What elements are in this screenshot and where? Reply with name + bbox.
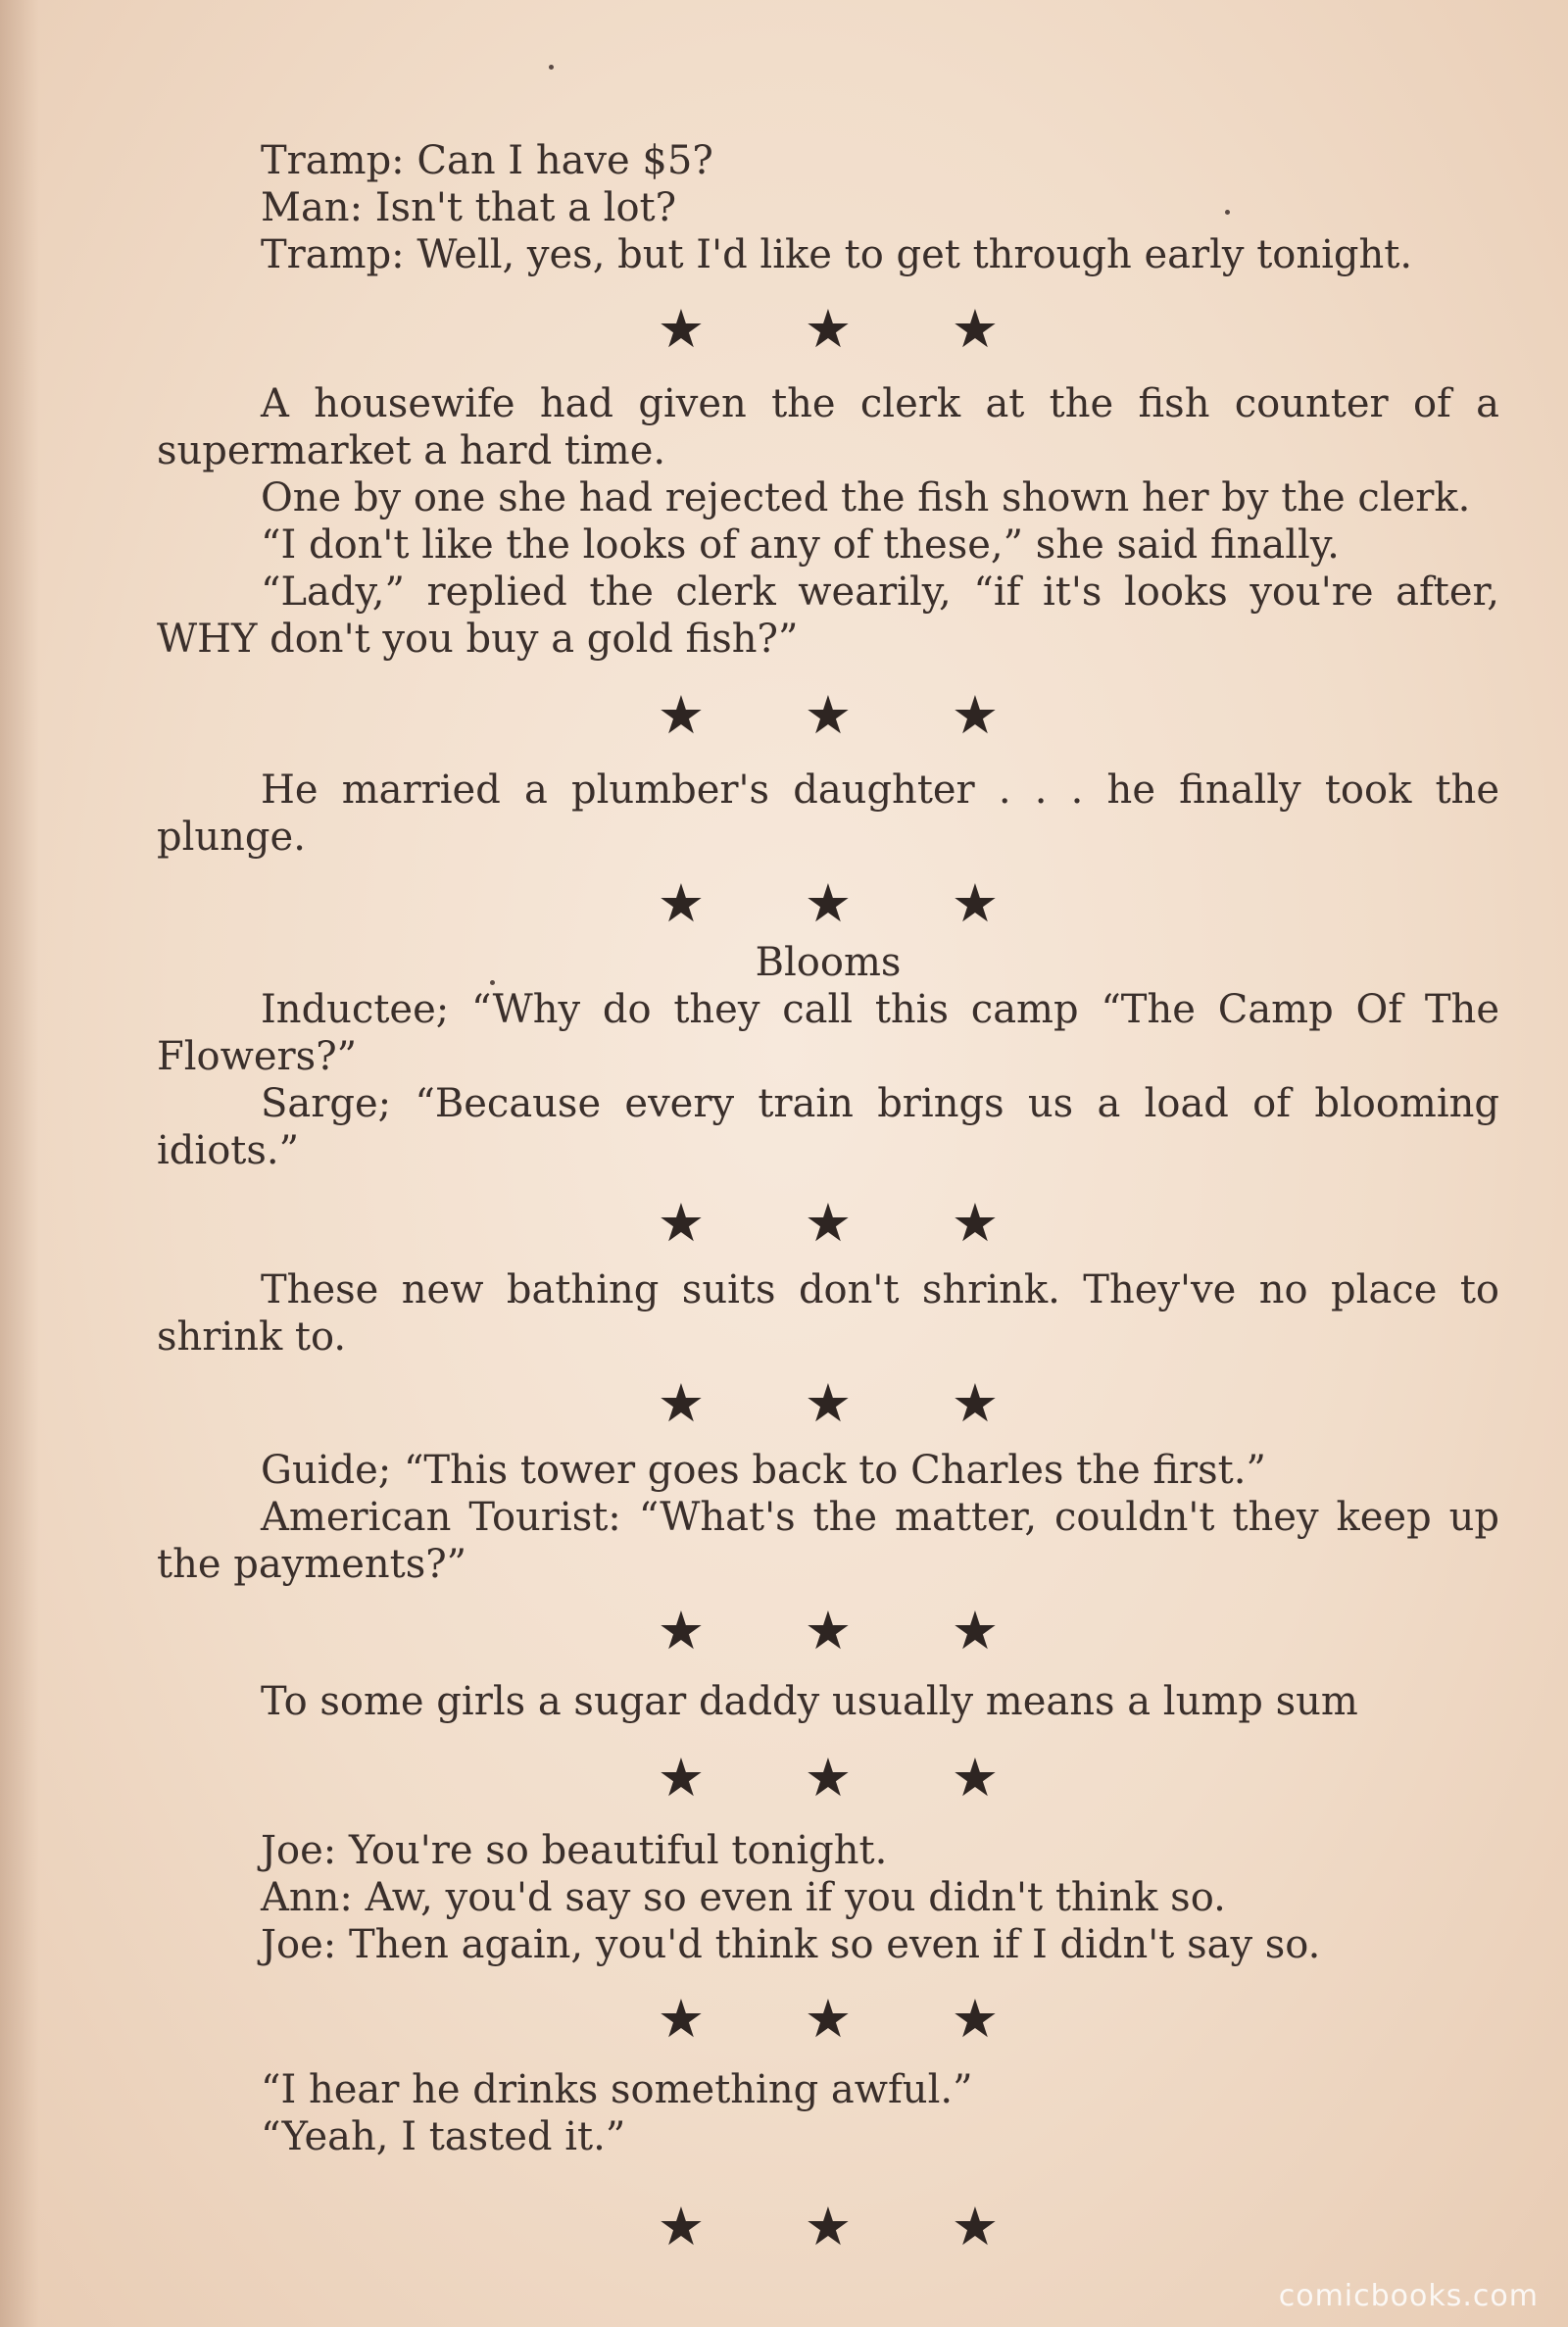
star-separator — [157, 1749, 1499, 1807]
star-separator — [157, 1374, 1499, 1433]
paragraph: To some girls a sugar daddy usually means a lump sum — [261, 1679, 1358, 1724]
joke-fish-counter — [157, 380, 1499, 663]
paragraph: “I don't like the looks of any of these,” she said finally. — [261, 522, 1340, 568]
star-icon: ★ — [951, 1192, 1000, 1254]
dialogue-line: Tramp: Well, yes, but I'd like to get through early tonight. — [261, 232, 1413, 277]
star-icon: ★ — [804, 1600, 853, 1661]
star-icon: ★ — [657, 1988, 706, 2050]
star-separator — [157, 1990, 1499, 2049]
star-separator — [157, 2198, 1499, 2256]
star-icon: ★ — [951, 684, 1000, 746]
star-icon: ★ — [951, 2196, 1000, 2257]
star-separator — [157, 686, 1499, 745]
paragraph: These new bathing suits don't shrink. They've no place to shrink to. — [157, 1267, 1499, 1360]
star-icon: ★ — [657, 1192, 706, 1254]
star-icon: ★ — [657, 684, 706, 746]
star-icon: ★ — [804, 1747, 853, 1808]
dialogue-line: Tramp: Can I have $5? — [261, 138, 713, 183]
star-separator — [157, 1194, 1499, 1253]
dialogue-line: “I hear he drinks something awful.” — [261, 2067, 973, 2112]
print-speck — [549, 65, 554, 70]
star-separator — [157, 300, 1499, 359]
joke-title: Blooms — [755, 940, 902, 985]
star-icon: ★ — [951, 1372, 1000, 1434]
star-icon: ★ — [804, 298, 853, 360]
dialogue-line: Joe: Then again, you'd think so even if I didn't say so. — [261, 1922, 1321, 1967]
star-icon: ★ — [657, 1747, 706, 1808]
dialogue-line: Man: Isn't that a lot? — [261, 185, 677, 230]
paragraph: American Tourist: “What's the matter, couldn't they keep up the payments?” — [157, 1495, 1499, 1587]
paragraph: Guide; “This tower goes back to Charles the first.” — [261, 1448, 1266, 1493]
joke-blooms — [157, 939, 1499, 1174]
joke-joe-ann — [157, 1827, 1499, 1968]
star-icon: ★ — [951, 298, 1000, 360]
joke-tramp — [157, 137, 1499, 278]
paragraph: One by one she had rejected the fish shown her by the clerk. — [261, 475, 1471, 520]
star-separator — [157, 1602, 1499, 1660]
paragraph: Inductee; “Why do they call this camp “The Camp Of The Flowers?” — [157, 987, 1499, 1079]
star-icon: ★ — [657, 1600, 706, 1661]
joke-drinks — [157, 2066, 1499, 2160]
joke-plumber — [157, 767, 1499, 861]
star-icon: ★ — [804, 1988, 853, 2050]
star-icon: ★ — [804, 1372, 853, 1434]
joke-tower — [157, 1447, 1499, 1588]
star-icon: ★ — [657, 1372, 706, 1434]
page-edge-shadow — [0, 0, 39, 2327]
star-icon: ★ — [951, 1988, 1000, 2050]
star-icon: ★ — [657, 2196, 706, 2257]
star-icon: ★ — [951, 1747, 1000, 1808]
star-separator — [157, 874, 1499, 933]
star-icon: ★ — [804, 1192, 853, 1254]
star-icon: ★ — [657, 872, 706, 934]
dialogue-line: Ann: Aw, you'd say so even if you didn't think so. — [261, 1875, 1226, 1920]
star-icon: ★ — [804, 684, 853, 746]
paragraph: A housewife had given the clerk at the fish counter of a supermarket a hard time. — [157, 381, 1499, 473]
star-icon: ★ — [804, 2196, 853, 2257]
dialogue-line: Joe: You're so beautiful tonight. — [261, 1828, 888, 1873]
star-icon: ★ — [951, 1600, 1000, 1661]
star-icon: ★ — [951, 872, 1000, 934]
joke-sugar-daddy — [157, 1678, 1499, 1725]
star-icon: ★ — [804, 872, 853, 934]
paragraph: “Lady,” replied the clerk wearily, “if it's looks you're after, WHY don't you buy a gold fish?” — [157, 569, 1499, 662]
joke-bathing-suits — [157, 1266, 1499, 1361]
watermark: comicbooks.com — [1278, 2279, 1539, 2313]
paragraph: Sarge; “Because every train brings us a load of blooming idiots.” — [157, 1081, 1499, 1173]
paragraph: He married a plumber's daughter . . . he finally took the plunge. — [157, 767, 1499, 860]
dialogue-line: “Yeah, I tasted it.” — [261, 2114, 626, 2159]
page-content — [157, 137, 1499, 2256]
star-icon: ★ — [657, 298, 706, 360]
